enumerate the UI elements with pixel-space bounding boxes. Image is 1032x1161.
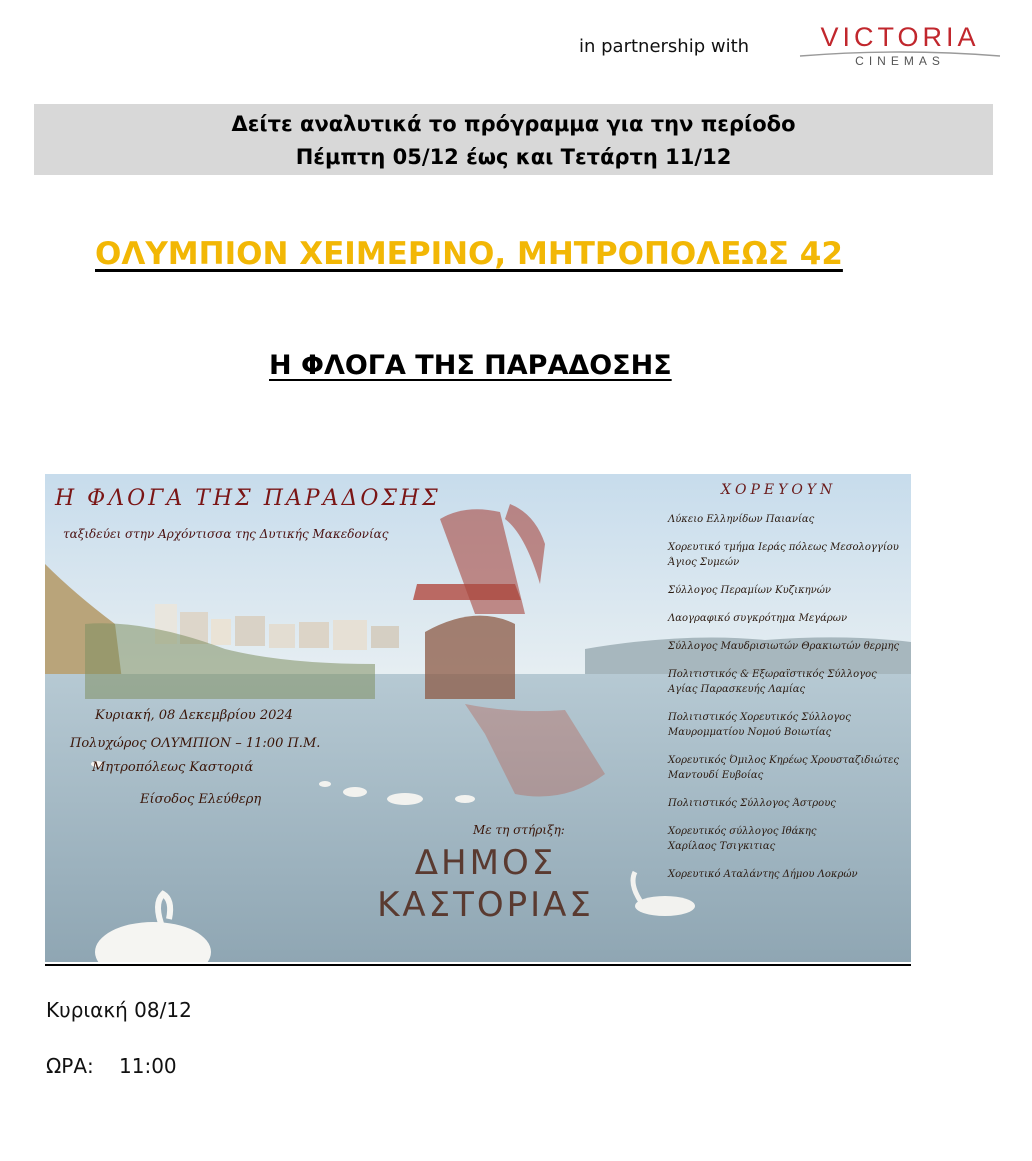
logo-wordmark: VICTORIA [820,22,980,52]
list-item: Πολιτιστικός & Εξωραϊστικός Σύλλογος Αγίας Παρασκευής Λαμίας [668,669,877,695]
banner-line-2: Πέμπτη 05/12 έως και Τετάρτη 11/12 [295,145,732,169]
event-poster [45,474,911,962]
list-item: Σύλλογος Μαυδρισιωτών Θρακιωτών θερμης [668,641,900,652]
list-item: Λαογραφικό συγκρότημα Μεγάρων [668,613,848,624]
divider [45,964,911,966]
victoria-cinemas-logo [795,22,1005,74]
list-item: Χορευτικό τμήμα Ιεράς πόλεως Μεσολογγίου Άγιος Συμεών [668,542,899,568]
time-label: ΩΡΑ: [46,1054,94,1078]
list-item: Χορευτικός Όμιλος Κηρέως Χρουσταζιδιώτες Μαντουδί Ευβοίας [668,755,899,781]
list-item: Χορευτικό Αταλάντης Δήμου Λοκρών [668,869,858,880]
list-item: Χορευτικός σύλλογος Ιθάκης Χαρίλαος Τσιγκιτιας [668,826,817,852]
poster-municipality [343,842,628,926]
poster-title: Η ΦΛΟΓΑ ΤΗΣ ΠΑΡΑΔΟΣΗΣ [55,486,441,511]
poster-place: Πολυχώρος ΟΛΥΜΠΙΟΝ – 11:00 Π.Μ. [70,736,321,751]
dancers-list [668,512,908,895]
list-item: Πολιτιστικός Σύλλογος Άστρους [668,798,836,809]
venue-title: ΟΛΥΜΠΙΟΝ ΧΕΙΜΕΡΙΝΟ, ΜΗΤΡΟΠΟΛΕΩΣ 42 [95,236,843,272]
logo-subtitle: CINEMAS [855,54,945,68]
municipality-line-2: ΚΑΣΤΟΡΙΑΣ [377,885,594,925]
partnership-text: in partnership with [579,36,750,57]
municipality-line-1: ΔΗΜΟΣ [414,843,557,883]
schedule-period-banner [34,104,993,175]
poster-support-label: Με τη στήριξη: [473,823,565,837]
screening-time: 11:00 [119,1054,177,1078]
poster-subtitle: ταξιδεύει στην Αρχόντισσα της Δυτικής Μακεδονίας [63,527,389,541]
list-item: Σύλλογος Περαμίων Κυζικηνών [668,585,831,596]
screening-date: Κυριακή 08/12 [46,998,192,1022]
poster-street: Μητροπόλεως Καστοριά [92,760,254,775]
banner-line-1: Δείτε αναλυτικά το πρόγραμμα για την περίοδο [231,112,796,136]
poster-entry: Είσοδος Ελεύθερη [140,792,262,807]
dancers-heading: ΧΟΡΕΥΟΥΝ [721,482,837,498]
poster-date: Κυριακή, 08 Δεκεμβρίου 2024 [95,708,293,723]
list-item: Λύκειο Ελληνίδων Παιανίας [668,514,815,525]
event-title: Η ΦΛΟΓΑ ΤΗΣ ΠΑΡΑΔΟΣΗΣ [269,350,672,381]
list-item: Πολιτιστικός Χορευτικός Σύλλογος Μαυρομματίου Νομού Βοιωτίας [668,712,851,738]
